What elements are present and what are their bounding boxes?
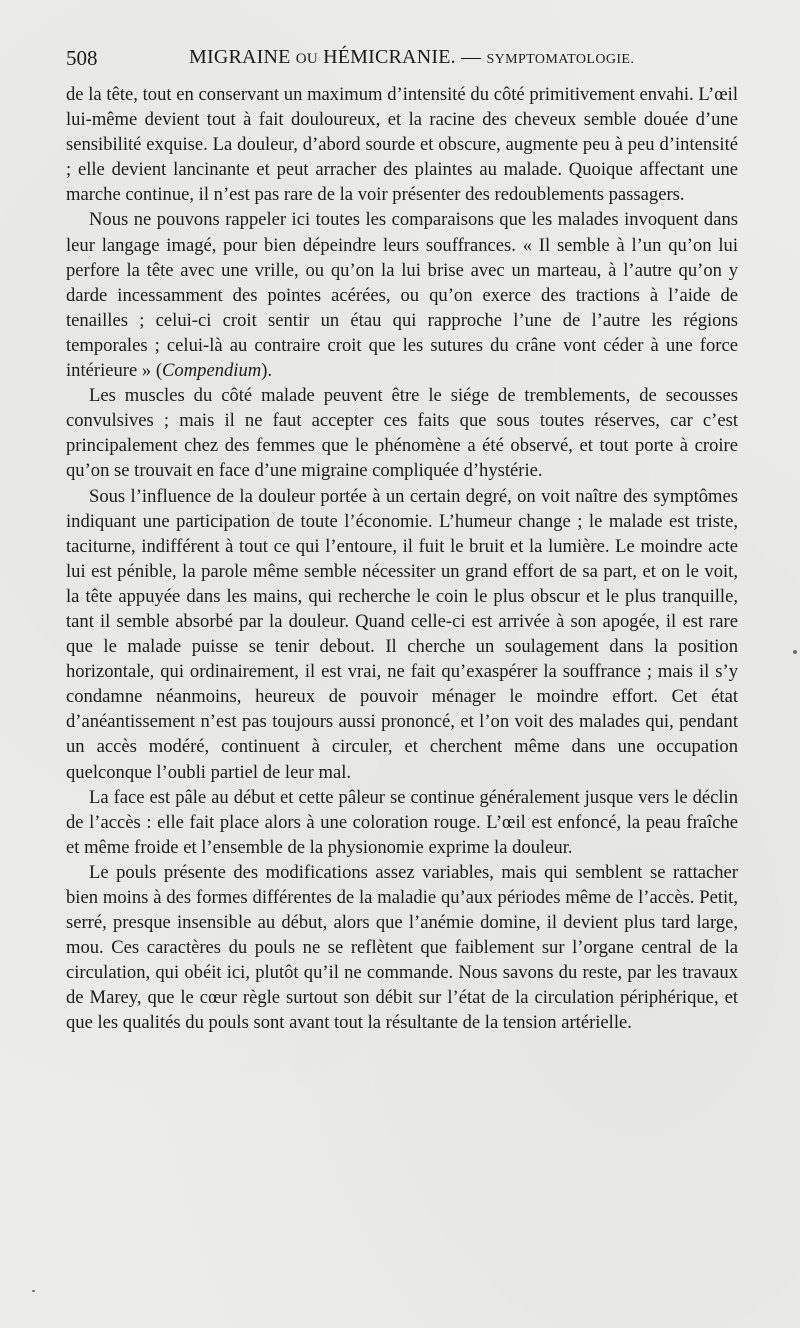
running-header [66, 46, 738, 76]
section-title: SYMPTOMATOLOGIE. [486, 52, 635, 67]
paragraph-6: Le pouls présente des modifications assez variables, mais qui semblent se rattacher bien moins à des formes différentes de la maladie qu’aux périodes même de l’accès. Petit, serré, presque insensible au début, alors que l’anémie domine, il devient plus tard large, mou. Ces caractères du pouls ne se reflètent que faiblement sur l’organe central de la circulation, qui obéit ici, plutôt qu’il ne commande. Nous savons du reste, par les travaux de Marey, que le cœur règle surtout son débit sur l’état de la circulation périphérique, et que les qualités du pouls sont avant tout la résultante de la tension artérielle. [66, 861, 738, 1034]
title-part-1: MIGRAINE [189, 46, 291, 68]
body-text [66, 82, 738, 1036]
ink-fleck [793, 650, 797, 654]
title-dash: — [461, 46, 482, 68]
title-part-2: HÉMICRANIE. [323, 46, 456, 68]
running-title [189, 46, 634, 69]
page-number: 508 [66, 46, 98, 70]
paragraph-3: Les muscles du côté malade peuvent être le siége de tremblements, de secousses convulsives ; mais il ne faut accepter ces faits que sous toutes réserves, car c’est principalement chez des femmes que le phénomène a été observé, et tout porte à croire qu’on se trouvait en face d’une migraine compliquée d’hystérie. [66, 385, 738, 482]
paragraph-1: de la tête, tout en conservant un maximum d’intensité du côté primitivement envahi. L’œil lui-même devient tout à fait douloureux, et la racine des cheveux semble douée d’une sensibilité exquise. La douleur, d’abord sourde et obscure, augmente peu à peu d’intensité ; elle devient lancinante et peut arracher des plaintes au malade. Quoique affectant une marche continue, il n’est pas rare de la voir présenter des redoublements passagers. [66, 84, 738, 206]
title-connector: OU [295, 51, 318, 67]
cited-work: Compendium [162, 360, 262, 382]
paragraph-4: Sous l’influence de la douleur portée à un certain degré, on voit naître des symptômes indiquant une participation de toute l’économie. L’humeur change ; le malade est triste, taciturne, indifférent à tout ce qui l’entoure, il fuit le bruit et la lumière. Le moindre acte lui est pénible, la parole même semble nécessiter un grand effort de sa part, et on le voit, la tête appuyée dans les mains, qui recherche le coin le plus obscur et le plus tranquille, tant il semble absorbé par la douleur. Quand celle-ci est arrivée à son apogée, il est rare que le malade puisse se tenir debout. Il cherche un soulagement dans la position horizontale, qui ordinairement, il est vrai, ne fait qu’exaspérer la souffrance ; mais il s’y condamne néanmoins, heureux de pouvoir ménager le moindre effort. Cet état d’anéantissement n’est pas toujours aussi prononcé, et l’on voit des malades qui, pendant un accès modéré, continuent à circuler, et cherchent même dans une occupation quelconque l’oubli partiel de leur mal. [66, 485, 738, 783]
ink-fleck [32, 1290, 35, 1292]
paragraph-2: Nous ne pouvons rappeler ici toutes les comparaisons que les malades invoquent dans leur langage imagé, pour bien dépeindre leurs souffrances. « Il semble à l’un qu’on lui perfore la tête avec une vrille, ou qu’on la lui brise avec un marteau, à l’autre qu’on y darde incessamment des pointes acérées, ou qu’on exerce des tractions à l’aide de tenailles ; celui-ci croit sentir un étau qui rapproche l’une de l’autre les régions temporales ; celui-là au contraire croit que les sutures du crâne vont céder à une force intérieure » (Compendium). [66, 209, 738, 382]
paragraph-5: La face est pâle au début et cette pâleur se continue généralement jusque vers le déclin de l’accès : elle fait place alors à une coloration rouge. L’œil est enfoncé, la peau fraîche et même froide et l’ensemble de la physionomie exprime la douleur. [66, 786, 738, 858]
